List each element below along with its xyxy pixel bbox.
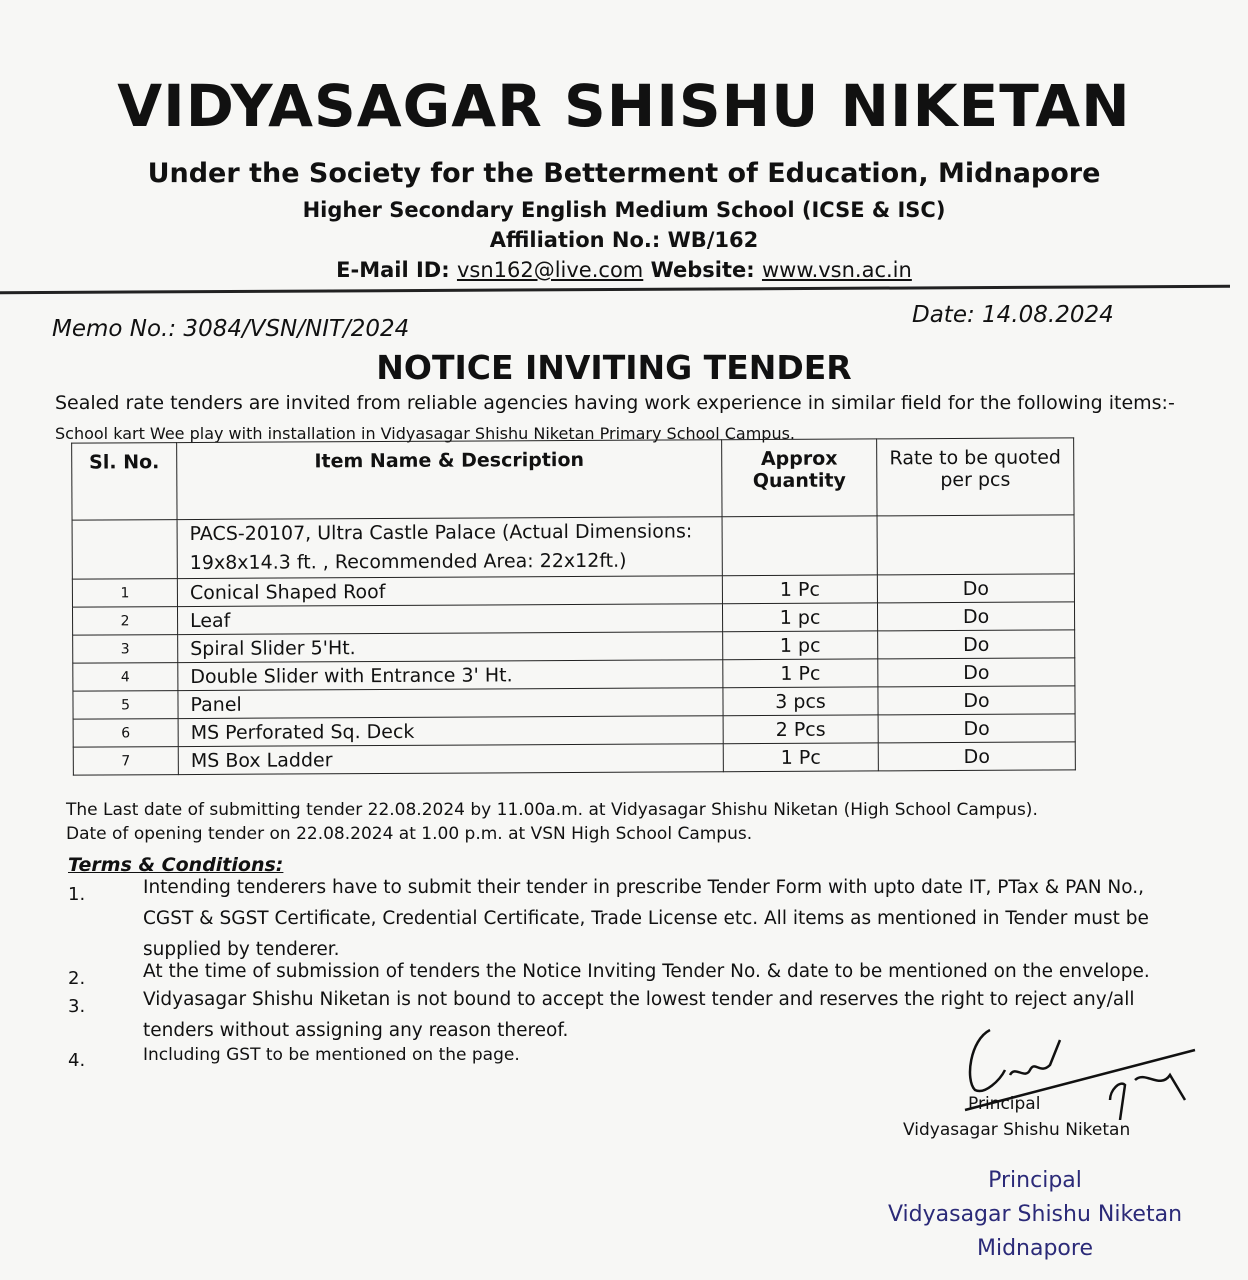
row-quantity: 1 Pc	[723, 659, 878, 688]
intro-text: Sealed rate tenders are invited from reliable agencies having work experience in similar field for the following items:-	[55, 392, 1175, 414]
header-item: Item Name & Description	[177, 440, 722, 520]
term-number: 3.	[68, 996, 86, 1017]
row-sl-no: 3	[73, 635, 178, 664]
row-item-name: Leaf	[177, 604, 722, 635]
website-label: Website:	[650, 258, 755, 282]
website-link[interactable]: www.vsn.ac.in	[761, 258, 912, 282]
school-type: Higher Secondary English Medium School (ICSE & ISC)	[302, 198, 946, 222]
row-rate: Do	[877, 602, 1074, 631]
row-quantity: 2 Pcs	[723, 715, 878, 744]
contact-line	[0, 258, 1248, 282]
items-table	[71, 437, 1076, 775]
term-item: At the time of submission of tenders the Notice Inviting Tender No. & date to be mentioned on the envelope.	[143, 961, 1150, 982]
row-rate: Do	[878, 686, 1075, 715]
table-row	[73, 742, 1075, 775]
term-number: 2.	[68, 968, 86, 989]
row-rate: Do	[878, 742, 1075, 771]
description-row	[72, 515, 1074, 579]
row-item-name: MS Box Ladder	[178, 744, 723, 775]
header-quantity: Approx Quantity	[722, 439, 877, 517]
term-number: 1.	[68, 884, 86, 905]
row-rate: Do	[878, 714, 1075, 743]
row-quantity: 1 pc	[722, 603, 877, 632]
row-sl-no: 4	[73, 663, 178, 692]
stamp-line: Vidyasagar Shishu Niketan	[887, 1202, 1183, 1227]
row-sl-no: 6	[73, 719, 178, 748]
term-item: Including GST to be mentioned on the page.	[143, 1045, 520, 1065]
row-quantity: 1 Pc	[722, 575, 877, 604]
row-item-name: Panel	[178, 688, 723, 719]
row-sl-no: 1	[72, 579, 177, 608]
stamp-line: Midnapore	[976, 1236, 1093, 1261]
row-rate: Do	[878, 658, 1075, 687]
last-date: The Last date of submitting tender 22.08.2024 by 11.00a.m. at Vidyasagar Shishu Niketan (High School Campus).	[66, 800, 1038, 820]
row-rate: Do	[878, 630, 1075, 659]
stamp-line: Principal	[988, 1168, 1082, 1193]
row-item-name: Spiral Slider 5'Ht.	[178, 632, 723, 663]
row-rate: Do	[877, 574, 1074, 603]
item-description: PACS-20107, Ultra Castle Palace (Actual Dimensions: 19x8x14.3 ft. , Recommended Area: 22x12ft.)	[177, 517, 722, 579]
affiliation: Affiliation No.: WB/162	[489, 228, 759, 252]
row-quantity: 3 pcs	[723, 687, 878, 716]
row-item-name: MS Perforated Sq. Deck	[178, 716, 723, 747]
header-rate: Rate to be quoted per pcs	[877, 438, 1074, 516]
memo-number: Memo No.: 3084/VSN/NIT/2024	[52, 316, 410, 342]
signature-title: Principal	[968, 1094, 1041, 1114]
header-sl-no: Sl. No.	[72, 443, 177, 521]
header-divider	[0, 285, 1230, 294]
notice-title: NOTICE INVITING TENDER	[376, 348, 852, 387]
society-line: Under the Society for the Betterment of Education, Midnapore	[147, 158, 1101, 189]
row-sl-no: 2	[72, 607, 177, 636]
term-item: Vidyasagar Shishu Niketan is not bound to accept the lowest tender and reserves the right to reject any/all tenders without assigning any reason thereof.	[143, 989, 1135, 1041]
intro-subtext: School kart Wee play with installation in Vidyasagar Shishu Niketan Primary School Campus.	[55, 424, 796, 443]
notice-date: Date: 14.08.2024	[912, 302, 1114, 328]
terms-title: Terms & Conditions:	[68, 854, 284, 876]
signature-org: Vidyasagar Shishu Niketan	[903, 1120, 1131, 1140]
school-name: VIDYASAGAR SHISHU NIKETAN	[117, 72, 1131, 140]
row-item-name: Double Slider with Entrance 3' Ht.	[178, 660, 723, 691]
row-sl-no: 7	[73, 747, 178, 776]
email-label: E-Mail ID:	[336, 258, 450, 282]
row-quantity: 1 pc	[723, 631, 878, 660]
row-sl-no: 5	[73, 691, 178, 720]
term-item: Intending tenderers have to submit their tender in prescribe Tender Form with upto date IT, PTax & PAN No., CGST & SGST Certificate, Credential Certificate, Trade License etc. All items as mentioned in Tender must be supplied by tenderer.	[143, 877, 1149, 960]
email-link[interactable]: vsn162@live.com	[456, 258, 644, 282]
principal-stamp	[880, 1164, 1190, 1266]
row-quantity: 1 Pc	[723, 743, 878, 772]
term-number: 4.	[68, 1050, 86, 1071]
row-item-name: Conical Shaped Roof	[177, 576, 722, 607]
opening-date: Date of opening tender on 22.08.2024 at 1.00 p.m. at VSN High School Campus.	[66, 824, 753, 844]
